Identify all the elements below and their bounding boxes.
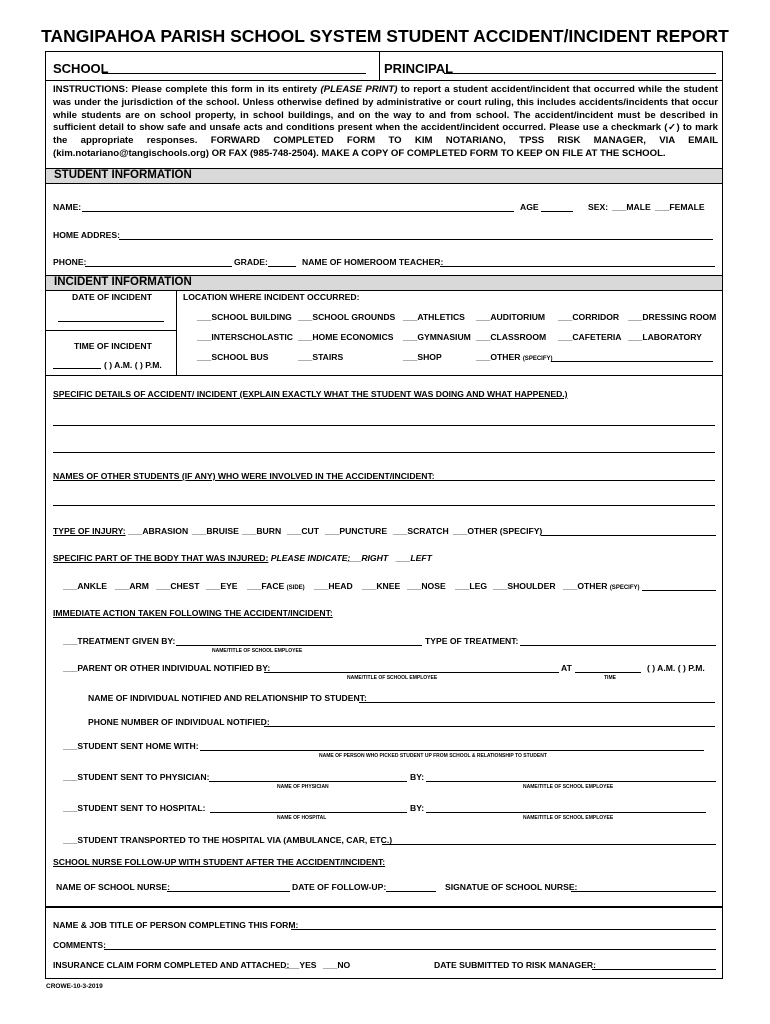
hospital-field[interactable] (210, 812, 407, 813)
name-field[interactable] (82, 211, 514, 212)
loc-athletics[interactable]: ___ATHLETICS (403, 312, 465, 322)
loc-shop[interactable]: ___SHOP (403, 352, 442, 362)
nurse-signature-label: SIGNATUE OF SCHOOL NURSE: (445, 882, 578, 892)
other-students-line-2[interactable] (53, 505, 715, 506)
transport-label[interactable]: ___STUDENT TRANSPORTED TO THE HOSPITAL VIA (AMBULANCE, CAR, ETC.) (63, 835, 393, 845)
school-field[interactable] (102, 73, 366, 74)
claim-yes[interactable]: ___YES (285, 960, 317, 970)
completer-field[interactable] (291, 929, 716, 930)
relationship-label: NAME OF INDIVIDUAL NOTIFIED AND RELATIONSHIP TO STUDENT: (88, 693, 367, 703)
notify-time-field[interactable] (575, 672, 641, 673)
male-option[interactable]: ___MALE (612, 202, 651, 212)
injury-bruise[interactable]: ___BRUISE (192, 526, 239, 536)
name-label: NAME: (53, 202, 82, 212)
student-info-section: STUDENT INFORMATION (46, 168, 722, 184)
teacher-label: NAME OF HOMEROOM TEACHER: (302, 257, 444, 267)
loc-corridor[interactable]: ___CORRIDOR (558, 312, 620, 322)
nurse-name-label: NAME OF SCHOOL NURSE: (56, 882, 170, 892)
sent-home-field[interactable] (200, 750, 704, 751)
loc-stairs[interactable]: ___STAIRS (298, 352, 344, 362)
notified-phone-label: PHONE NUMBER OF INDIVIDUAL NOTIFIED: (88, 717, 270, 727)
hospital-caption: NAME OF HOSPITAL (277, 815, 327, 821)
injury-other[interactable]: ___OTHER (SPECIFY) (453, 526, 543, 536)
age-label: AGE (520, 202, 539, 212)
physician-by-field[interactable] (426, 781, 716, 782)
followup-date-field[interactable] (386, 891, 436, 892)
loc-other-field[interactable] (551, 361, 713, 362)
relationship-field[interactable] (359, 702, 715, 703)
grade-field[interactable] (268, 266, 296, 267)
treatment-type-field[interactable] (520, 645, 716, 646)
injury-cut[interactable]: ___CUT (287, 526, 319, 536)
physician-field[interactable] (209, 781, 407, 782)
body-part-label: SPECIFIC PART OF THE BODY THAT WAS INJURED: PLEASE INDICATE: (53, 553, 351, 563)
date-field[interactable] (58, 321, 164, 322)
loc-school-grounds[interactable]: ___SCHOOL GROUNDS (298, 312, 396, 322)
parent-notified-label[interactable]: ___PARENT OR OTHER INDIVIDUAL NOTIFIED BY: (63, 663, 271, 673)
submitted-label: DATE SUBMITTED TO RISK MANAGER: (434, 960, 597, 970)
loc-interscholastic[interactable]: ___INTERSCHOLASTIC (197, 332, 293, 342)
form-code: CROWE-10-3-2019 (46, 983, 103, 990)
loc-gymnasium[interactable]: ___GYMNASIUM (403, 332, 471, 342)
school-label: SCHOOL (53, 61, 109, 76)
submitted-field[interactable] (592, 969, 716, 970)
header-divider (379, 51, 380, 80)
loc-school-bus[interactable]: ___SCHOOL BUS (197, 352, 269, 362)
physician-by-caption: NAME/TITLE OF SCHOOL EMPLOYEE (523, 784, 614, 790)
treatment-caption: NAME/TITLE OF SCHOOL EMPLOYEE (212, 648, 303, 654)
transport-field[interactable] (382, 844, 716, 845)
hospital-by-field[interactable] (426, 812, 706, 813)
physician-caption: NAME OF PHYSICIAN (277, 784, 329, 790)
sex-label: SEX: (588, 202, 609, 212)
comments-field[interactable] (104, 949, 716, 950)
hospital-label[interactable]: ___STUDENT SENT TO HOSPITAL: (63, 803, 206, 813)
loc-other[interactable]: ___OTHER (SPECIFY) (476, 352, 553, 362)
part-face[interactable]: ___FACE (SIDE) (247, 581, 305, 591)
physician-label[interactable]: ___STUDENT SENT TO PHYSICIAN: (63, 772, 210, 782)
treatment-label[interactable]: ___TREATMENT GIVEN BY: (63, 636, 176, 646)
phone-field[interactable] (85, 266, 232, 267)
part-nose[interactable]: ___NOSE (407, 581, 446, 591)
details-line-1[interactable] (53, 425, 715, 426)
notified-phone-field[interactable] (264, 726, 715, 727)
part-arm[interactable]: ___ARM (115, 581, 149, 591)
injury-scratch[interactable]: ___SCRATCH (393, 526, 449, 536)
date-time-divider (46, 330, 176, 331)
incident-divider (176, 290, 177, 375)
followup-date-label: DATE OF FOLLOW-UP: (292, 882, 387, 892)
form-title: TANGIPAHOA PARISH SCHOOL SYSTEM STUDENT ACCIDENT/INCIDENT REPORT (41, 26, 729, 46)
age-field[interactable] (541, 211, 573, 212)
treatment-by-field[interactable] (176, 645, 422, 646)
immediate-action-label: IMMEDIATE ACTION TAKEN FOLLOWING THE ACCIDENT/INCIDENT: (53, 608, 333, 618)
nurse-signature-field[interactable] (571, 891, 716, 892)
divider (45, 80, 723, 81)
loc-school-building[interactable]: ___SCHOOL BUILDING (197, 312, 292, 322)
details-label: SPECIFIC DETAILS OF ACCIDENT/ INCIDENT (EXPLAIN EXACTLY WHAT THE STUDENT WAS DOING AND WHAT HAPPENED.) (53, 389, 568, 399)
comments-label: COMMENTS: (53, 940, 106, 950)
divider (45, 375, 723, 376)
location-label: LOCATION WHERE INCIDENT OCCURRED: (183, 292, 360, 302)
address-field[interactable] (119, 239, 713, 240)
part-chest[interactable]: ___CHEST (156, 581, 200, 591)
hospital-by-label: BY: (410, 803, 425, 813)
injury-puncture[interactable]: ___PUNCTURE (325, 526, 388, 536)
nurse-name-field[interactable] (167, 891, 290, 892)
part-eye[interactable]: ___EYE (206, 581, 238, 591)
at-label: AT (561, 663, 572, 673)
claim-label: INSURANCE CLAIM FORM COMPLETED AND ATTACHED: (53, 960, 290, 970)
divider (45, 906, 723, 908)
hospital-by-caption: NAME/TITLE OF SCHOOL EMPLOYEE (523, 815, 614, 821)
parent-notified-by-field[interactable] (264, 672, 559, 673)
incident-info-section: INCIDENT INFORMATION (46, 275, 722, 291)
part-head[interactable]: ___HEAD (314, 581, 353, 591)
part-shoulder[interactable]: ___SHOULDER (493, 581, 556, 591)
loc-laboratory[interactable]: ___LABORATORY (628, 332, 702, 342)
other-students-field[interactable] (428, 480, 715, 481)
part-ankle[interactable]: ___ANKLE (63, 581, 107, 591)
parent-caption: NAME/TITLE OF SCHOOL EMPLOYEE (347, 675, 438, 681)
part-knee[interactable]: ___KNEE (362, 581, 401, 591)
principal-field[interactable] (444, 73, 716, 74)
loc-dressing-room[interactable]: ___DRESSING ROOM (628, 312, 717, 322)
injury-other-field[interactable] (541, 535, 716, 536)
details-line-2[interactable] (53, 452, 715, 453)
part-leg[interactable]: ___LEG (455, 581, 488, 591)
loc-auditorium[interactable]: ___AUDITORIUM (476, 312, 546, 322)
completer-label: NAME & JOB TITLE OF PERSON COMPLETING THIS FORM: (53, 920, 299, 930)
instructions: INSTRUCTIONS: Please complete this form in its entirety (PLEASE PRINT) to report a student accident/incident that occurred while the student was under the jurisdiction of the school. Unless otherwise defined by administrative or court ruling, this includes accidents/incidents that occur while students are on school property, in school buildings, and on the way to and from school. The accident/incident must be described in sufficient detail to show safe and unsafe acts and conditions present when the accident/incident occurred. Please use a checkmark (✓) to mark the appropriate responses. FORWARD COMPLETED FORM TO KIM NOTARIANO, TPSS RISK MANAGER, VIA EMAIL (kim.notariano@tangischools.org) OR FAX (985-748-2504). MAKE A COPY OF COMPLETED FORM TO KEEP ON FILE AT THE SCHOOL. (53, 84, 718, 159)
loc-home-economics[interactable]: ___HOME ECONOMICS (298, 332, 394, 342)
left-option[interactable]: ___LEFT (396, 553, 432, 563)
claim-no[interactable]: ___NO (323, 960, 351, 970)
part-other[interactable]: ___OTHER (SPECIFY) (563, 581, 640, 591)
time-label: TIME OF INCIDENT (74, 341, 152, 351)
loc-cafeteria[interactable]: ___CAFETERIA (558, 332, 622, 342)
principal-label: PRINCIPAL (384, 61, 454, 76)
injury-abrasion[interactable]: ___ABRASION (128, 526, 189, 536)
nurse-followup-label: SCHOOL NURSE FOLLOW-UP WITH STUDENT AFTER THE ACCIDENT/INCIDENT: (53, 857, 386, 867)
loc-classroom[interactable]: ___CLASSROOM (476, 332, 547, 342)
notify-ampm[interactable]: ( ) A.M. ( ) P.M. (647, 663, 705, 673)
sent-home-label[interactable]: ___STUDENT SENT HOME WITH: (63, 741, 199, 751)
right-option[interactable]: ___RIGHT (347, 553, 389, 563)
injury-burn[interactable]: ___BURN (242, 526, 282, 536)
phone-label: PHONE: (53, 257, 87, 267)
grade-label: GRADE: (234, 257, 268, 267)
physician-by-label: BY: (410, 772, 425, 782)
time-field[interactable] (53, 368, 101, 369)
ampm-option[interactable]: ( ) A.M. ( ) P.M. (104, 360, 162, 370)
female-option[interactable]: ___FEMALE (655, 202, 705, 212)
address-label: HOME ADDRES: (53, 230, 120, 240)
part-other-field[interactable] (642, 590, 716, 591)
sent-home-caption: NAME OF PERSON WHO PICKED STUDENT UP FROM SCHOOL & RELATIONSHIP TO STUDENT (319, 753, 547, 759)
injury-label: TYPE OF INJURY: (53, 526, 126, 536)
teacher-field[interactable] (440, 266, 715, 267)
treatment-type-label: TYPE OF TREATMENT: (425, 636, 519, 646)
other-students-label: NAMES OF OTHER STUDENTS (IF ANY) WHO WERE INVOLVED IN THE ACCIDENT/INCIDENT: (53, 471, 435, 481)
time-caption: TIME (604, 675, 616, 681)
date-label: DATE OF INCIDENT (72, 292, 153, 302)
